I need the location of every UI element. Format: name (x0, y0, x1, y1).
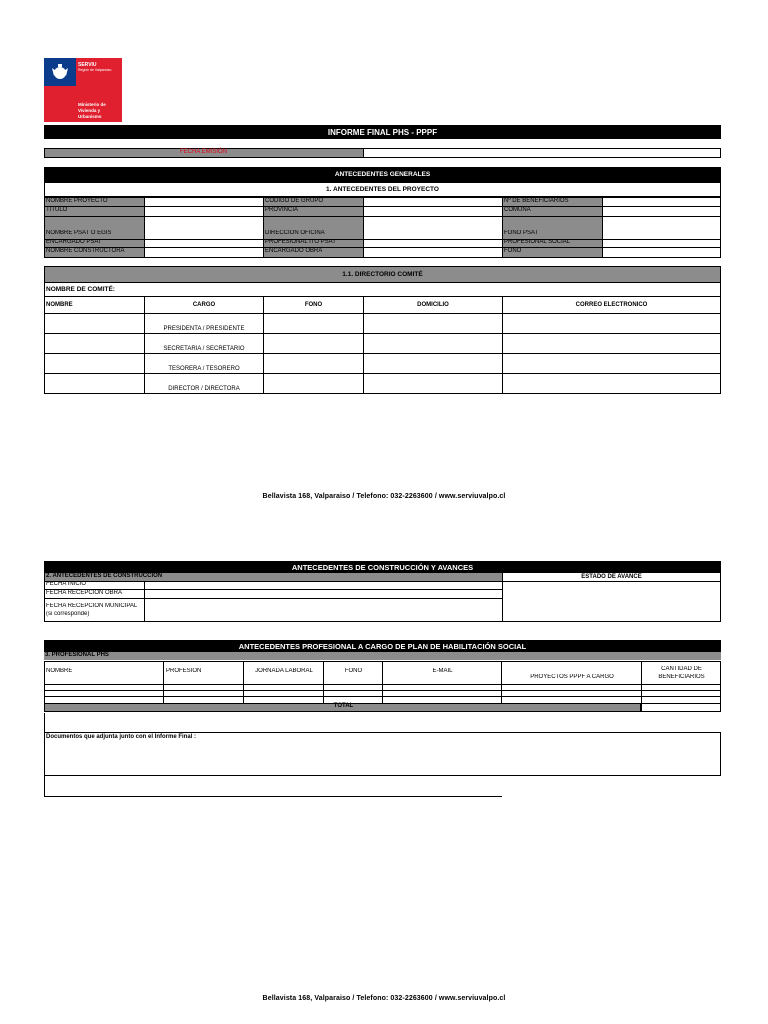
total-label: TOTAL (333, 703, 354, 709)
nombre-constructora-field[interactable] (145, 248, 263, 257)
label-profesional-ito: PROFESIONAL ITO PSAT (265, 239, 336, 245)
total-field[interactable] (641, 704, 721, 712)
signature-line (44, 796, 502, 797)
fecha-emision-label-cell (44, 148, 364, 158)
logo-red-block-bottom (44, 86, 76, 122)
header-prof-nombre: NOMBRE (46, 668, 73, 674)
direccion-oficina-field[interactable] (364, 217, 502, 239)
encargado-obra-field[interactable] (364, 248, 502, 257)
label-nombre-psat: NOMBRE PSAT O EGIS (46, 230, 112, 236)
header-profesion: PROFESIÓN (166, 668, 202, 674)
profesional-row-1[interactable] (45, 685, 720, 690)
logo-ministry-2: Vivienda y (78, 108, 101, 113)
label-titulo: TITULO (46, 207, 68, 213)
section3-title: 3. PROFESIONAL PHS (45, 652, 109, 658)
profesional-table (44, 652, 721, 713)
cargo-director: DIRECTOR / DIRECTORA (168, 386, 240, 392)
estado-avance-label: ESTADO DE AVANCE (581, 574, 642, 580)
n-beneficiarios-field[interactable] (603, 198, 720, 206)
label-fecha-inicio: FECHA INICIO (46, 581, 87, 587)
nombre-comite-label: NOMBRE DE COMITÉ: (46, 286, 115, 293)
label-comuna: COMUNA (504, 207, 531, 213)
serviu-logo (44, 58, 122, 122)
generales-title: ANTECEDENTES GENERALES (44, 167, 721, 182)
codigo-grupo-field[interactable] (364, 198, 502, 206)
cargo-presidente: PRESIDENTA / PRESIDENTE (163, 326, 245, 332)
total-row (44, 704, 641, 712)
fecha-recepcion-municipal-field[interactable] (145, 599, 502, 621)
label-si-corresponde: (si corresponde) (46, 611, 90, 617)
logo-ministry-3: Urbanismo (78, 114, 102, 119)
comite-title: 1.1. DIRECTORIO COMITÉ (44, 266, 721, 283)
section1-title: 1. ANTECEDENTES DEL PROYECTO (44, 182, 721, 197)
estado-avance-field[interactable] (503, 582, 720, 621)
nombre-psat-field[interactable] (145, 217, 263, 239)
header-cantidad-2: BENEFICIARIOS (658, 674, 705, 680)
header-nombre: NOMBRE (46, 302, 73, 308)
label-encargado-psat: ENCARGADO PSAT (46, 239, 102, 245)
logo-name: SERVIU (78, 62, 97, 68)
comuna-field[interactable] (603, 207, 720, 216)
fecha-emision-field[interactable] (363, 148, 721, 158)
construccion-title: ANTECEDENTES DE CONSTRUCCIÓN Y AVANCES (44, 561, 721, 573)
profesional-ito-field[interactable] (364, 240, 502, 247)
construccion-table (44, 573, 721, 622)
header-prof-fono: FONO (344, 668, 363, 674)
section2-title: 2. ANTECEDENTES DE CONSTRUCCION (46, 573, 163, 579)
section3-header-cell (44, 652, 721, 660)
header-cargo: CARGO (192, 302, 216, 308)
logo-ministry-1: Ministerio de (78, 102, 106, 107)
profesional-social-field[interactable] (603, 240, 720, 247)
fecha-emision-label: FECHA EMISIÓN (180, 149, 228, 155)
header-domicilio: DOMICILIO (417, 302, 449, 308)
cargo-tesorero: TESORERA / TESORERO (168, 366, 240, 372)
provincia-field[interactable] (364, 207, 502, 216)
label-n-beneficiarios: Nº DE BENEFICIARIOS (504, 198, 569, 204)
label-fono-psat: FONO PSAT (504, 230, 539, 236)
nombre-comite-field[interactable] (135, 283, 720, 296)
cargo-secretario: SECRETARIA / SECRETARIO (163, 346, 245, 352)
profesional-title: ANTECEDENTES PROFESIONAL A CARGO DE PLAN DE HABILITACIÓN SOCIAL (44, 640, 721, 652)
label-fono: FONO (504, 248, 522, 254)
fono-field[interactable] (603, 248, 720, 257)
coat-of-arms-icon (49, 62, 71, 82)
label-fecha-recepcion-obra: FECHA RECEPCION OBRA (46, 590, 123, 596)
header-fono: FONO (304, 302, 323, 308)
profesional-row-2[interactable] (45, 691, 720, 696)
fecha-inicio-field[interactable] (145, 582, 502, 589)
label-provincia: PROVINCIA (265, 207, 299, 213)
label-nombre-constructora: NOMBRE CONSTRUCTORA (46, 248, 125, 254)
project-table (44, 197, 721, 258)
report-title: INFORME FINAL PHS - PPPF (44, 125, 721, 139)
encargado-psat-field[interactable] (145, 240, 263, 247)
label-encargado-obra: ENCARGADO OBRA (265, 248, 323, 254)
label-direccion-oficina: DIRECCION OFICINA (265, 230, 325, 236)
label-profesional-social: PROFESIONAL SOCIAL (504, 239, 571, 245)
comite-table (44, 283, 721, 394)
logo-region: Región de Valparaíso (78, 68, 112, 72)
documentos-box[interactable] (44, 732, 721, 776)
titulo-field[interactable] (145, 207, 263, 216)
nombre-proyecto-field[interactable] (145, 198, 263, 206)
header-email: E-MAIL (432, 668, 453, 674)
footer-address-2: Bellavista 168, Valparaiso / Telefono: 032-2263600 / www.serviuvalpo.cl (262, 995, 506, 1002)
documentos-label: Documentos que adjunta junto con el Informe Final : (46, 734, 197, 740)
label-fecha-recepcion-municipal: FECHA RECEPCIÓN MUNICIPAL (46, 603, 138, 609)
header-correo: CORREO ELECTRONICO (575, 302, 648, 308)
header-jornada: JORNADA LABORAL (255, 668, 313, 674)
profesional-grid (44, 661, 721, 704)
header-cantidad-1: CANTIDAD DE (661, 666, 702, 672)
label-codigo-grupo: CODIGO DE GRUPO (265, 198, 324, 204)
footer-address-1: Bellavista 168, Valparaiso / Telefono: 032-2263600 / www.serviuvalpo.cl (262, 493, 506, 500)
fono-psat-field[interactable] (603, 217, 720, 239)
label-nombre-proyecto: NOMBRE PROYECTO (46, 198, 108, 204)
fecha-recepcion-obra-field[interactable] (145, 590, 502, 598)
header-proyectos: PROYECTOS PPPF A CARGO (530, 674, 614, 680)
